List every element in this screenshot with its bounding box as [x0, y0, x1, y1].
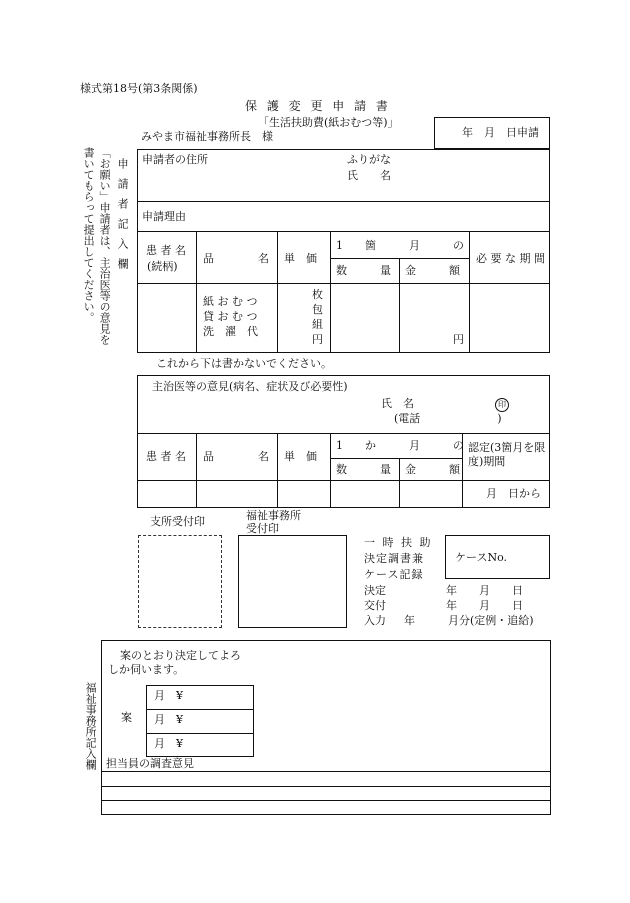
divider — [196, 433, 197, 508]
input-date: 年 月分(定例・追給) — [404, 614, 534, 627]
doctor-patient-name-label: 患 者 名 — [146, 450, 186, 463]
doctor-per-month-label: 1 か 月 の — [336, 439, 464, 452]
unit-price-label: 単 価 — [284, 252, 317, 265]
application-date: 年 月 日申請 — [462, 126, 539, 139]
applicant-section-label: 申請者記入欄 — [116, 158, 130, 278]
notice-text: これから下は書かないでください。 — [156, 357, 332, 370]
record-line2: 決定調書兼 — [364, 552, 424, 565]
doctor-name-label: 氏 名 — [381, 397, 414, 410]
addressee: みやま市福祉事務所長 様 — [141, 130, 273, 143]
name-label: 氏 名 — [347, 169, 391, 182]
item-label: 品 名 — [203, 252, 269, 265]
draft-label: 案 — [121, 711, 132, 724]
doctor-quantity-label: 数 量 — [336, 463, 391, 476]
approval-text-1: 案のとおり決定してよろ — [120, 649, 241, 662]
relation-label: (続柄) — [147, 260, 178, 273]
unit-sheet: 枚 — [312, 288, 323, 301]
divider — [399, 458, 400, 508]
divider — [137, 231, 550, 232]
doctor-amount-label: 金 額 — [405, 463, 460, 476]
divider — [469, 231, 470, 353]
draft-amount-row: 月 ¥ — [154, 689, 183, 702]
decided-label: 決定 — [364, 584, 386, 597]
divider — [137, 283, 550, 284]
delivered-label: 交付 — [364, 599, 386, 612]
unit-set: 組 — [312, 318, 323, 331]
doctor-opinion-label: 主治医等の意見(病名、症状及び必要性) — [152, 380, 348, 393]
doctor-from-label: 月 日から — [486, 487, 541, 500]
item-diapers: 紙 お む つ — [203, 295, 258, 308]
unit-pack: 包 — [312, 303, 323, 316]
divider — [146, 733, 254, 734]
draft-amount-row: 月 ¥ — [154, 737, 183, 750]
office-stamp-label-1: 福祉事務所 — [246, 509, 301, 522]
branch-stamp-label: 支所受付印 — [150, 515, 205, 528]
divider — [277, 231, 278, 353]
office-stamp-box[interactable] — [238, 535, 347, 628]
delivered-date: 年 月 日 — [446, 599, 523, 612]
form-subtitle: 「生活扶助費(紙おむつ等)」 — [258, 116, 399, 129]
divider — [137, 433, 550, 434]
reason-label: 申請理由 — [142, 210, 186, 223]
item-rental-diapers: 貸 お む つ — [203, 310, 258, 323]
opinion-line[interactable] — [101, 771, 551, 772]
approval-text-2: しか伺います。 — [108, 663, 185, 676]
amount-label: 金 額 — [405, 264, 460, 277]
record-line3: ケース記録 — [364, 568, 424, 581]
office-stamp-label-2: 受付印 — [246, 522, 279, 535]
draft-amount-row: 月 ¥ — [154, 713, 183, 726]
unit-yen: 円 — [312, 333, 323, 346]
quantity-label: 数 量 — [336, 264, 391, 277]
left-note-line2: 書いてもらって提出してください。 — [82, 147, 96, 323]
divider — [330, 458, 462, 459]
amount-yen: 円 — [453, 333, 464, 346]
decided-date: 年 月 日 — [446, 584, 523, 597]
furigana-label: ふりがな — [347, 153, 391, 166]
opinion-line[interactable] — [101, 800, 551, 801]
address-label: 申請者の住所 — [142, 153, 208, 166]
left-note-line1: 「お願い」申請者は、主治医等の意見を — [98, 147, 112, 345]
record-line1: 一 時 扶 助 — [364, 536, 433, 549]
divider — [399, 258, 400, 353]
divider — [277, 433, 278, 508]
input-label: 入力 — [364, 614, 386, 627]
seal-icon: 印 — [495, 398, 509, 412]
opinion-line[interactable] — [101, 786, 551, 787]
case-number-label: ケースNo. — [455, 551, 508, 564]
patient-name-label: 患 者 名 — [146, 244, 186, 257]
divider — [196, 231, 197, 353]
doctor-period-label: 認定(3箇月を限度)期間 — [468, 441, 546, 469]
divider — [146, 709, 254, 710]
item-laundry: 洗 濯 代 — [203, 325, 258, 338]
divider — [330, 433, 331, 508]
form-number: 様式第18号(第3条関係) — [80, 82, 198, 95]
doctor-unit-price-label: 単 価 — [284, 450, 317, 463]
doctor-item-label: 品 名 — [203, 450, 269, 463]
doctor-phone-label: (電話 ) — [394, 412, 502, 425]
period-label: 必 要 な 期 間 — [476, 252, 545, 265]
divider — [137, 480, 550, 481]
branch-stamp-box[interactable] — [138, 535, 222, 628]
divider — [137, 201, 550, 202]
investigator-opinion-label: 担当員の調査意見 — [106, 757, 194, 770]
form-title: 保 護 変 更 申 請 書 — [245, 99, 391, 113]
divider — [330, 231, 331, 353]
per-month-label: 1 箇 月 の — [336, 239, 464, 252]
office-section-label: 福祉事務所記入欄 — [84, 682, 98, 770]
